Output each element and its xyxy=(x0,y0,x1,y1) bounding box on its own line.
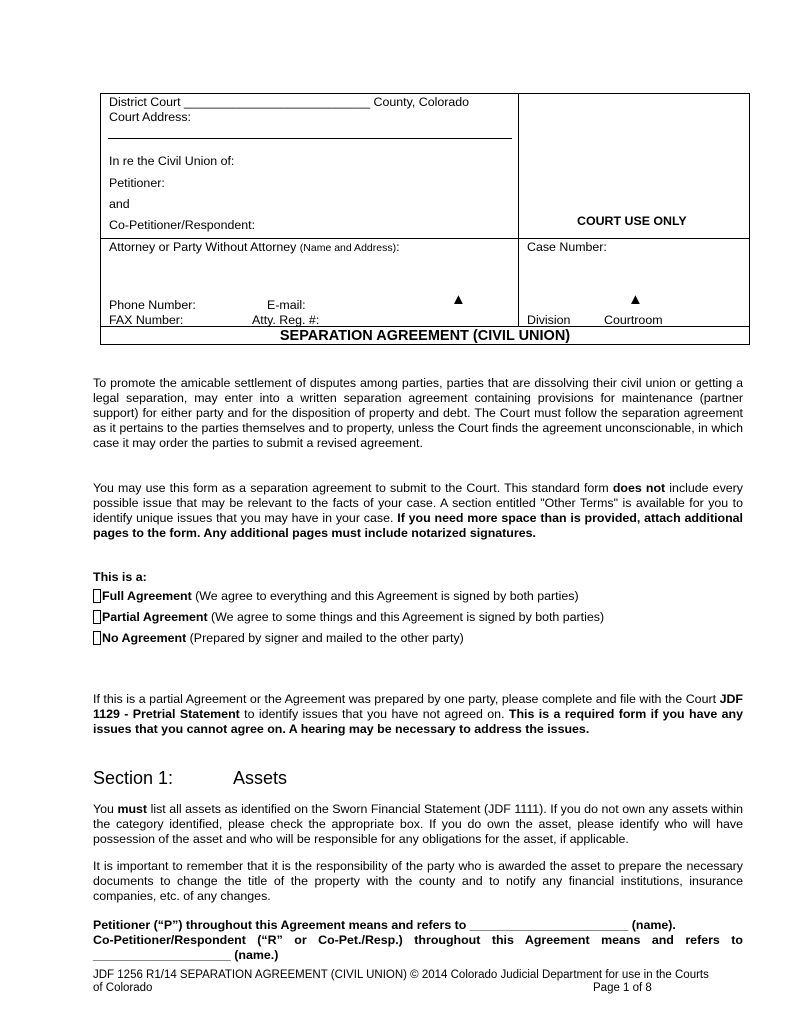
in-re-label: In re the Civil Union of: xyxy=(109,154,235,168)
case-number-area xyxy=(519,239,749,327)
atty-reg-label: Atty. Reg. #: xyxy=(252,313,320,327)
courtroom-label: Courtroom xyxy=(604,313,663,327)
partial-agreement-paragraph: If this is a partial Agreement or the Agreement was prepared by one party, please complete and file with the Court JDF 1129 - Pretrial Statement to identify issues that you have not agreed on. This is a required form if you have any issues that you cannot agree on. A hearing may be necessary to address the issues. xyxy=(93,692,743,736)
attorney-label: Attorney or Party Without Attorney (Name and Address): xyxy=(109,240,400,254)
petitioner-label: Petitioner: xyxy=(109,176,165,190)
case-caption xyxy=(100,93,750,345)
partial-agreement-checkbox[interactable] xyxy=(93,610,101,624)
page-number: Page 1 of 8 xyxy=(593,982,652,994)
partial-agreement-option[interactable]: Partial Agreement (We agree to some things and this Agreement is signed by both parties) xyxy=(93,610,604,625)
phone-label: Phone Number: xyxy=(109,298,196,312)
usage-paragraph: You may use this form as a separation agreement to submit to the Court. This standard form does not include every possible issue that may be relevant to the facts of your case. A section entitled "Other Terms" is available for you to identify unique issues that you may have in your case. If you need more space than is provided, attach additional pages to the form. Any additional pages must include notarized signatures. xyxy=(93,481,743,540)
footer-form-id: JDF 1256 R1/14 SEPARATION AGREEMENT (CIVIL UNION) © 2014 Colorado Judicial Department for use in the Courts xyxy=(93,969,709,981)
full-agreement-checkbox[interactable] xyxy=(93,589,101,603)
page-footer xyxy=(93,969,743,995)
court-use-only-label: COURT USE ONLY xyxy=(577,214,687,228)
petitioner-definition: Petitioner (“P”) throughout this Agreement means and refers to _______________________ (name). xyxy=(93,918,676,932)
agreement-type-label: This is a: xyxy=(93,570,147,584)
fax-label: FAX Number: xyxy=(109,313,184,327)
no-agreement-option[interactable]: No Agreement (Prepared by signer and mailed to the other party) xyxy=(93,631,464,646)
attorney-info xyxy=(101,239,519,327)
triangle-icon: ▲ xyxy=(451,291,466,308)
footer-state: of Colorado xyxy=(93,982,153,994)
co-petitioner-definition: Co-Petitioner/Respondent (“R” or Co-Pet./Resp.) throughout this Agreement means and refers to ____________________ (name.) xyxy=(93,933,743,962)
district-court-line: District Court ___________________________ County, Colorado xyxy=(109,95,470,109)
intro-paragraph: To promote the amicable settlement of disputes among parties, parties that are dissolving their civil union or getting a legal separation, may enter into a written separation agreement containing provisions for maintenance (partner support) for either party and for the disposition of property and debt. The Court must follow the separation agreement as it pertains to the parties themselves and to property, unless the Court finds the agreement unconscionable, in which case it may order the parties to submit a revised agreement. xyxy=(93,376,743,450)
section-number: Section 1: xyxy=(93,768,174,788)
assets-instructions: You must list all assets as identified on the Sworn Financial Statement (JDF 1111). If you do not own any assets within the category identified, please check the appropriate box. If you do own the asset, please identify who will have possession of the asset and who will be responsible for any obligations for the asset, if applicable. xyxy=(93,802,743,846)
division-label: Division xyxy=(527,313,571,327)
co-petitioner-label: Co-Petitioner/Respondent: xyxy=(109,218,256,232)
triangle-icon: ▲ xyxy=(628,291,643,308)
section-title: Assets xyxy=(233,768,288,788)
caption-attorney-row xyxy=(101,238,749,327)
caption-court-info xyxy=(101,94,519,238)
court-use-area xyxy=(519,94,749,238)
and-label: and xyxy=(109,197,130,211)
email-label: E-mail: xyxy=(267,298,306,312)
section-heading xyxy=(93,767,287,789)
form-title: SEPARATION AGREEMENT (CIVIL UNION) xyxy=(101,326,749,345)
court-address-line xyxy=(108,138,512,139)
court-address-label: Court Address: xyxy=(109,110,191,124)
full-agreement-option[interactable]: Full Agreement (We agree to everything and this Agreement is signed by both parties) xyxy=(93,589,579,604)
no-agreement-checkbox[interactable] xyxy=(93,631,101,645)
case-number-label: Case Number: xyxy=(527,240,607,254)
assets-responsibility: It is important to remember that it is the responsibility of the party who is awarded the asset to prepare the necessary documents to change the title of the property with the county and to notify any financial institutions, insurance companies, etc. of any changes. xyxy=(93,859,743,903)
